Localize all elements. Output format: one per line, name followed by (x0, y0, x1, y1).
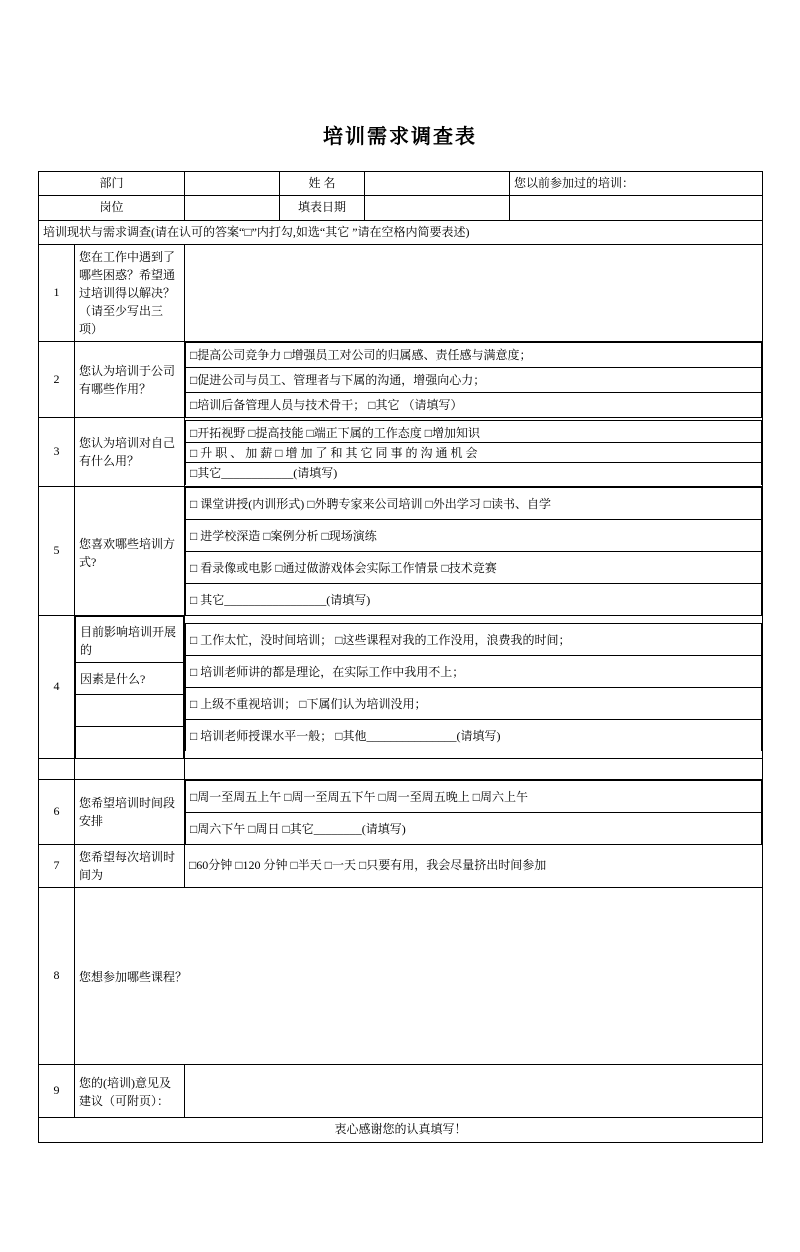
dept-label: 部门 (39, 172, 185, 196)
question-6: 您希望培训时间段安排 (75, 780, 185, 845)
table-row-header-1 (39, 172, 763, 196)
option-line[interactable]: □ 培训老师授课水平一般； □其他_______________(请填写) (186, 720, 762, 752)
previous-training-label: 您以前参加过的培训： (510, 172, 763, 196)
answer-area-8[interactable] (75, 888, 763, 1065)
question-7: 您希望每次培训时间为 (75, 845, 185, 888)
option-line[interactable]: □周六下午 □周日 □其它________(请填写) (186, 813, 762, 845)
table-row-header-2 (39, 196, 763, 220)
question-4 (75, 616, 185, 759)
option-line[interactable]: □促进公司与员工、管理者与下属的沟通，增强向心力； (186, 368, 762, 393)
fill-date-value[interactable] (365, 196, 510, 220)
row-index-2: 2 (39, 342, 75, 418)
row-index-4: 4 (39, 616, 75, 759)
post-value[interactable] (185, 196, 280, 220)
option-line[interactable]: □ 培训老师讲的都是理论，在实际工作中我用不上； (186, 656, 762, 688)
question-9: 您的(培训)意见及建议（可附页）： (75, 1065, 185, 1118)
row-index-6: 6 (39, 780, 75, 845)
option-line[interactable]: □其它____________(请填写) (186, 462, 762, 485)
option-line[interactable]: □提高公司竞争力 □增强员工对公司的归属感、责任感与满意度； (186, 343, 762, 368)
question-1: 您在工作中遇到了哪些困惑？希望通过培训得以解决？（请至少写出三项） (75, 245, 185, 342)
post-label: 岗位 (39, 196, 185, 220)
question-4-line-1: 目前影响培训开展的 (76, 617, 184, 663)
table-row-q8 (39, 888, 763, 1065)
option-line[interactable]: □ 其它_________________(请填写) (186, 584, 762, 616)
table-row-q1 (39, 245, 763, 342)
survey-form-table (38, 171, 763, 1143)
table-row-q7 (39, 845, 763, 888)
table-row-q4 (39, 616, 763, 759)
question-3: 您认为培训对自己有什么用？ (75, 418, 185, 487)
spacer-answer (185, 759, 763, 780)
option-line[interactable]: □培训后备管理人员与技术骨干； □其它 （请填写） (186, 393, 762, 418)
answer-area-6 (185, 780, 763, 845)
name-label: 姓 名 (280, 172, 365, 196)
table-row-spacer (39, 759, 763, 780)
name-value[interactable] (365, 172, 510, 196)
table-row-q3 (39, 418, 763, 487)
answer-area-7[interactable]: □60分钟 □120 分钟 □半天 □一天 □只要有用，我会尽量挤出时间参加 (185, 845, 763, 888)
page-title: 培训需求调查表 (323, 126, 477, 148)
answer-area-4 (185, 616, 763, 759)
footer-note: 衷心感谢您的认真填写！ (39, 1118, 763, 1142)
answer-area-2 (185, 342, 763, 418)
option-line[interactable]: □ 升 职 、 加 薪 □ 增 加 了 和 其 它 同 事 的 沟 通 机 会 (186, 442, 762, 462)
answer-area-9[interactable] (185, 1065, 763, 1118)
question-4-blank (76, 695, 184, 727)
spacer-index (39, 759, 75, 780)
document-page (0, 120, 800, 1252)
spacer-question (75, 759, 185, 780)
row-index-3: 3 (39, 418, 75, 487)
table-row-q5 (39, 487, 763, 616)
question-4-line-2: 因素是什么? (76, 663, 184, 695)
question-4-blank-2 (76, 727, 184, 759)
option-line[interactable]: □ 工作太忙，没时间培训； □这些课程对我的工作没用，浪费我的时间； (186, 624, 762, 656)
option-line[interactable]: □ 课堂讲授(内训形式) □外聘专家来公司培训 □外出学习 □读书、自学 (186, 488, 762, 520)
row-index-7: 7 (39, 845, 75, 888)
answer-area-3 (185, 418, 763, 487)
row-index-8: 8 (39, 888, 75, 1065)
table-row-footer (39, 1118, 763, 1142)
table-row-section-note (39, 220, 763, 244)
question-8: 您想参加哪些课程？ (79, 969, 188, 984)
table-row-q2 (39, 342, 763, 418)
option-line[interactable]: □ 进学校深造 □案例分析 □现场演练 (186, 520, 762, 552)
answer-area-1[interactable] (185, 245, 763, 342)
row-index-9: 9 (39, 1065, 75, 1118)
section-note: 培训现状与需求调查(请在认可的答案“□”内打勾,如选“其它 ”请在空格内简要表述) (39, 220, 763, 244)
table-row-q6 (39, 780, 763, 845)
answer-area-5 (185, 487, 763, 616)
previous-training-value[interactable] (510, 196, 763, 220)
question-5: 您喜欢哪些培训方式? (75, 487, 185, 616)
question-2: 您认为培训于公司有哪些作用？ (75, 342, 185, 418)
option-line[interactable]: □周一至周五上午 □周一至周五下午 □周一至周五晚上 □周六上午 (186, 781, 762, 813)
option-line[interactable]: □ 看录像或电影 □通过做游戏体会实际工作情景 □技术竞赛 (186, 552, 762, 584)
option-line[interactable]: □ 上级不重视培训； □下属们认为培训没用； (186, 688, 762, 720)
row-index-1: 1 (39, 245, 75, 342)
table-row-q9 (39, 1065, 763, 1118)
row-index-5: 5 (39, 487, 75, 616)
dept-value[interactable] (185, 172, 280, 196)
option-line[interactable]: □开拓视野 □提高技能 □端正下属的工作态度 □增加知识 (186, 420, 762, 442)
fill-date-label: 填表日期 (280, 196, 365, 220)
